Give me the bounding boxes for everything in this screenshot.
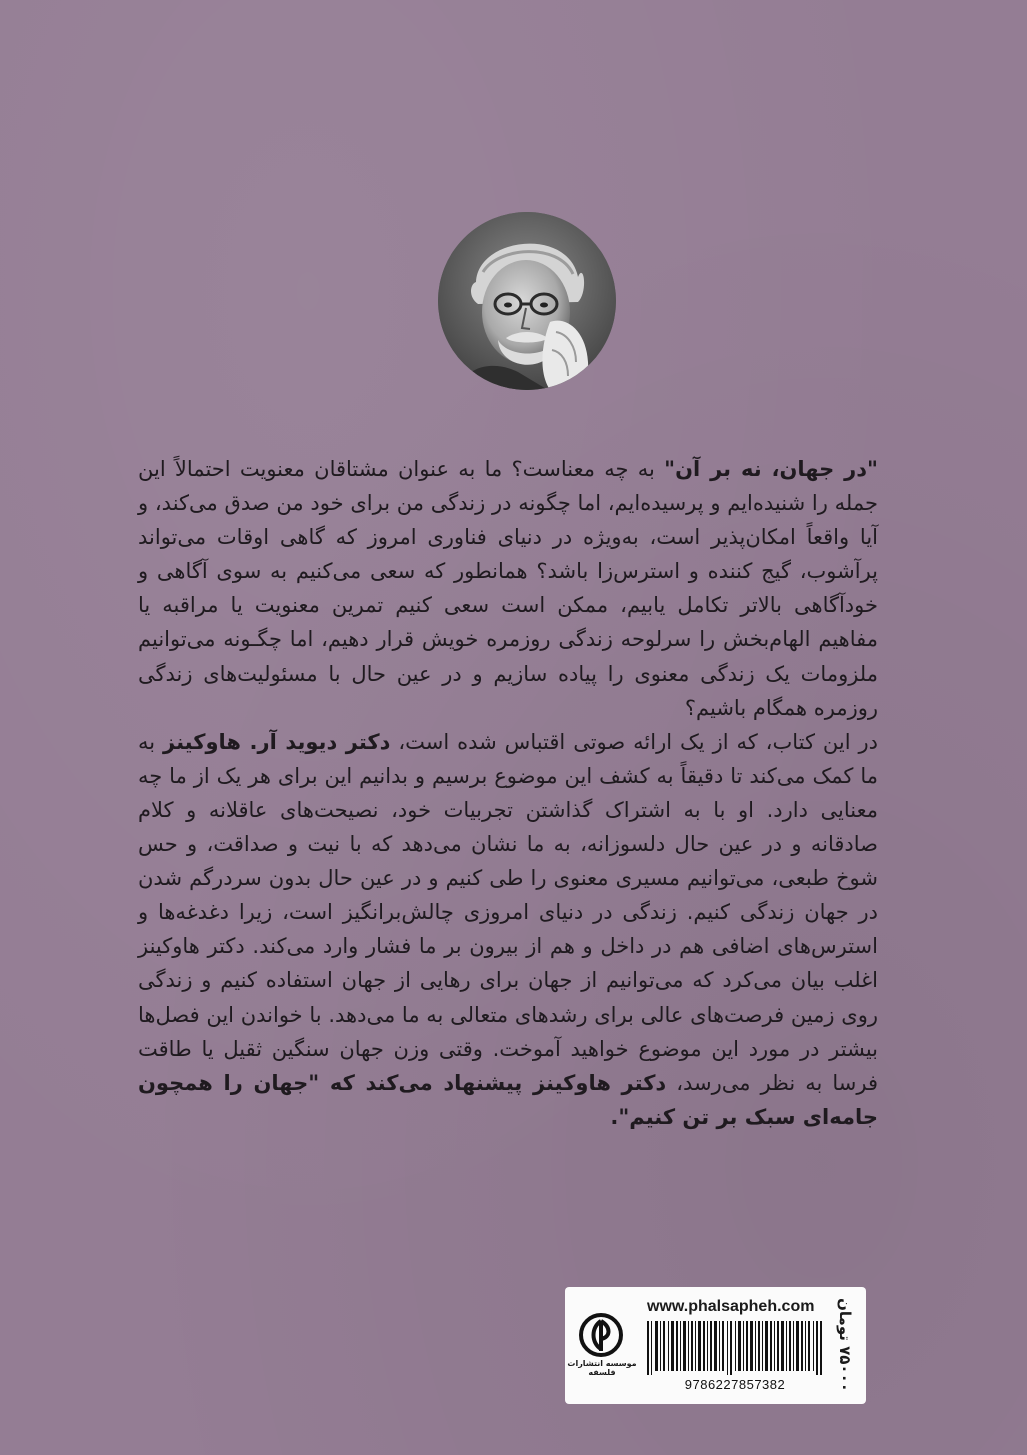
price-barcode-box xyxy=(565,1287,866,1404)
blurb-paragraph-2-text: به ما کمک می‌کند تا دقیقاً به کشف این موضوع برسیم و بدانیم این برای هر یک از ما چه معنایی دارد. او با به اشتراک گذاشتن تجربیات خود، نصیحت‌های عاقلانه و کلام صادقانه و در عین حال دلسوزانه، به ما نشان می‌دهد که با نیت و صداقت، و حس شوخ طبعی، می‌توانیم مسیری معنوی را طی کنیم و در عین حال بدون سردرگم شدن در جهان زندگی کنیم. زندگی در دنیای امروزی چالش‌برانگیز است، زیرا دغدغه‌ها و استرس‌های اضافی هم در داخل و هم از بیرون بر ما فشار وارد می‌کند. دکتر هاوکینز اغلب بیان می‌کرد که می‌توانیم از جهان برای رهایی از جهان استفاده کنیم و زندگی روی زمین فرصت‌های عالی برای رشدهای متعالی به ما می‌دهد. با خواندن این فصل‌ها بیشتر در مورد این موضوع خواهید آموخت. وقتی وزن جهان سنگین ثقیل یا طاقت فرسا به نظر می‌رسد، xyxy=(138,729,879,1095)
author-portrait xyxy=(438,212,616,390)
isbn-number: 9786227857382 xyxy=(684,1377,786,1392)
publisher-website: www.phalsapheh.com xyxy=(647,1298,815,1315)
blurb-quote-title: "در جهان، نه بر آن" xyxy=(664,457,878,481)
blurb-paragraph-1 xyxy=(138,452,878,725)
blurb-paragraph-2-intro: در این کتاب، که از یک ارائه صوتی اقتباس شده است، xyxy=(390,729,878,754)
price-text: ۷۵۰۰۰ تومان xyxy=(836,1298,854,1392)
barcode-icon xyxy=(647,1321,823,1375)
author-portrait-image xyxy=(438,212,616,390)
price-label xyxy=(830,1293,860,1397)
author-name: دکتر دیوید آر. هاوکینز xyxy=(163,729,391,754)
blurb-closing-quote: دکتر هاوکینز پیشنهاد می‌کند که "جهان را همچون جامه‌ای سبک بر تن کنیم". xyxy=(138,1070,878,1129)
blurb-paragraph-2 xyxy=(138,725,878,1134)
publisher-name: موسسه انتشارات فلسفه xyxy=(567,1359,637,1377)
publisher-logo-icon xyxy=(579,1313,623,1357)
blurb-paragraph-1-text: به چه معناست؟ ما به عنوان مشتاقان معنویت احتمالاً این جمله را شنیده‌ایم و پرسیده‌ایم، اما چگونه در زندگی من برای خود من صدق می‌کند، و آیا واقعاً امکان‌پذیر است، به‌ویژه در دنیای فناوری امروز که گاهی اوقات می‌تواند پرآشوب، گیج کننده و استرس‌زا باشد؟ همانطور که سعی می‌کنیم به سوی آگاهی و خودآگاهی بالاتر تکامل یابیم، ممکن است سعی کنیم تمرین معنویت یا مراقبه یا مفاهیم الهام‌بخش را سرلوحه زندگی روزمره خویش قرار دهیم، اما چگـونه می‌توانیم ملزومات یک زندگی معنوی را پیاده سازیم و در عین حال با مسئولیت‌های زندگی روزمره همگام باشیم؟ xyxy=(138,457,878,720)
back-cover-blurb xyxy=(138,452,878,1134)
